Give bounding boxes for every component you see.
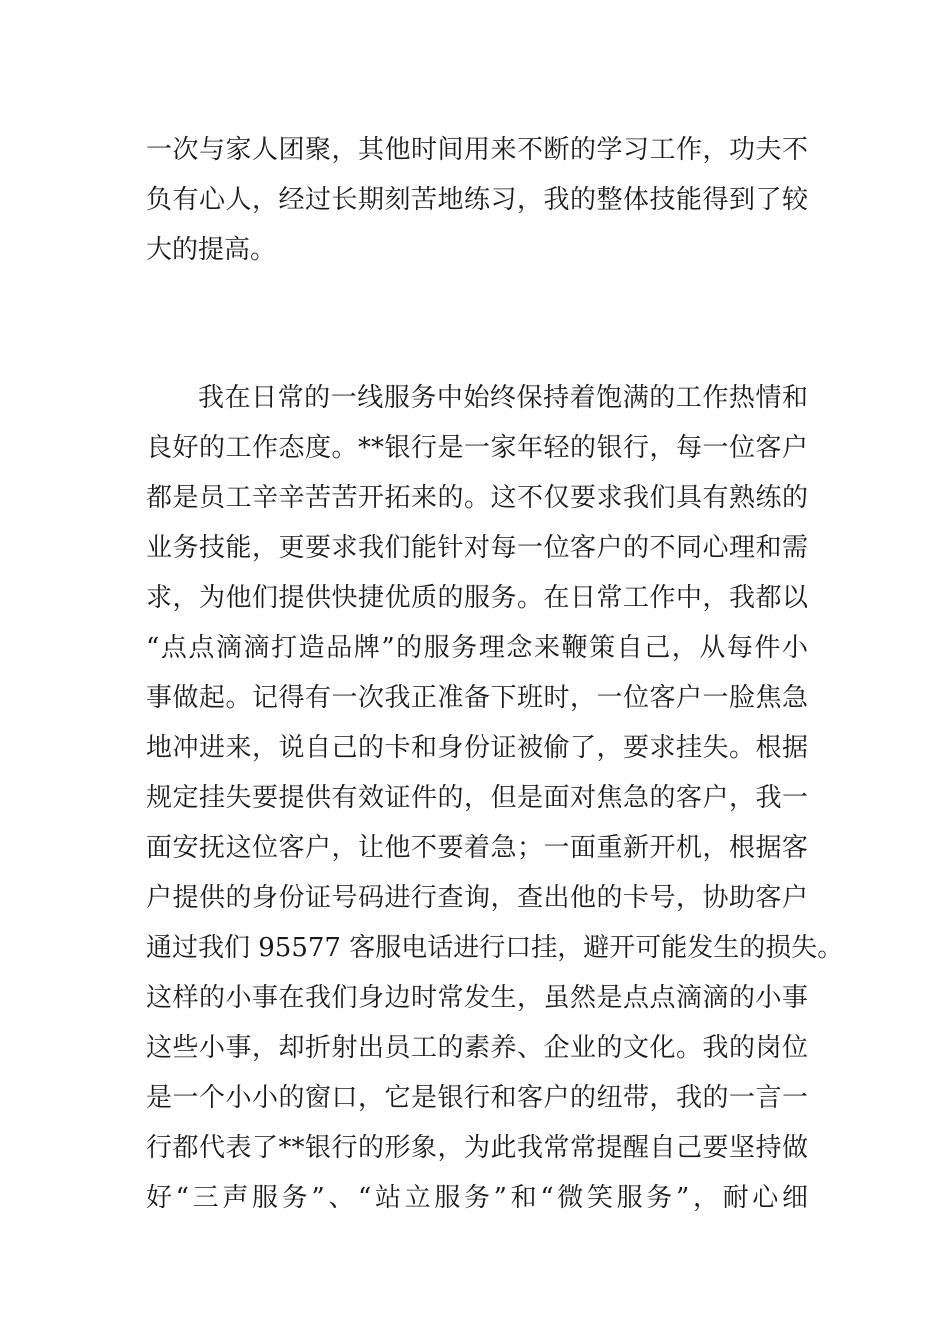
paragraph-line: 大的提高。 (146, 235, 277, 265)
paragraph-line: 这些小事，却折射出员工的素养、企业的文化。我的岗位 (146, 1033, 808, 1063)
paragraph-line: “点点滴滴打造品牌”的服务理念来鞭策自己，从每件小 (146, 633, 808, 663)
paragraph-line: 地冲进来，说自己的卡和身份证被偷了，要求挂失。根据 (146, 733, 808, 763)
paragraph-line: 求，为他们提供快捷优质的服务。在日常工作中，我都以 (146, 583, 808, 613)
paragraph-line: 户提供的身份证号码进行查询，查出他的卡号，协助客户 (146, 883, 808, 913)
paragraph-line: 通过我们 95577 客服电话进行口挂，避开可能发生的损失。 (146, 933, 844, 963)
paragraph-line: 一次与家人团聚，其他时间用来不断的学习工作，功夫不 (146, 135, 808, 165)
paragraph-line: 面安抚这位客户，让他不要着急；一面重新开机，根据客 (146, 833, 808, 863)
paragraph-line: 我在日常的一线服务中始终保持着饱满的工作热情和 (198, 383, 808, 413)
paragraph-line: 负有心人，经过长期刻苦地练习，我的整体技能得到了较 (146, 185, 808, 215)
paragraph-line: 良好的工作态度。**银行是一家年轻的银行，每一位客户 (146, 433, 808, 463)
paragraph-line: 好“三声服务”、“站立服务”和“微笑服务”，耐心细 (146, 1183, 808, 1213)
paragraph-line: 业务技能，更要求我们能针对每一位客户的不同心理和需 (146, 533, 808, 563)
paragraph-line: 行都代表了**银行的形象，为此我常常提醒自己要坚持做 (146, 1133, 808, 1163)
paragraph-line: 事做起。记得有一次我正准备下班时，一位客户一脸焦急 (146, 683, 808, 713)
paragraph-line: 规定挂失要提供有效证件的，但是面对焦急的客户，我一 (146, 783, 808, 813)
paragraph-line: 是一个小小的窗口，它是银行和客户的纽带，我的一言一 (146, 1083, 808, 1113)
paragraph-line: 都是员工辛辛苦苦开拓来的。这不仅要求我们具有熟练的 (146, 483, 808, 513)
paragraph-line: 这样的小事在我们身边时常发生，虽然是点点滴滴的小事 (146, 983, 808, 1013)
